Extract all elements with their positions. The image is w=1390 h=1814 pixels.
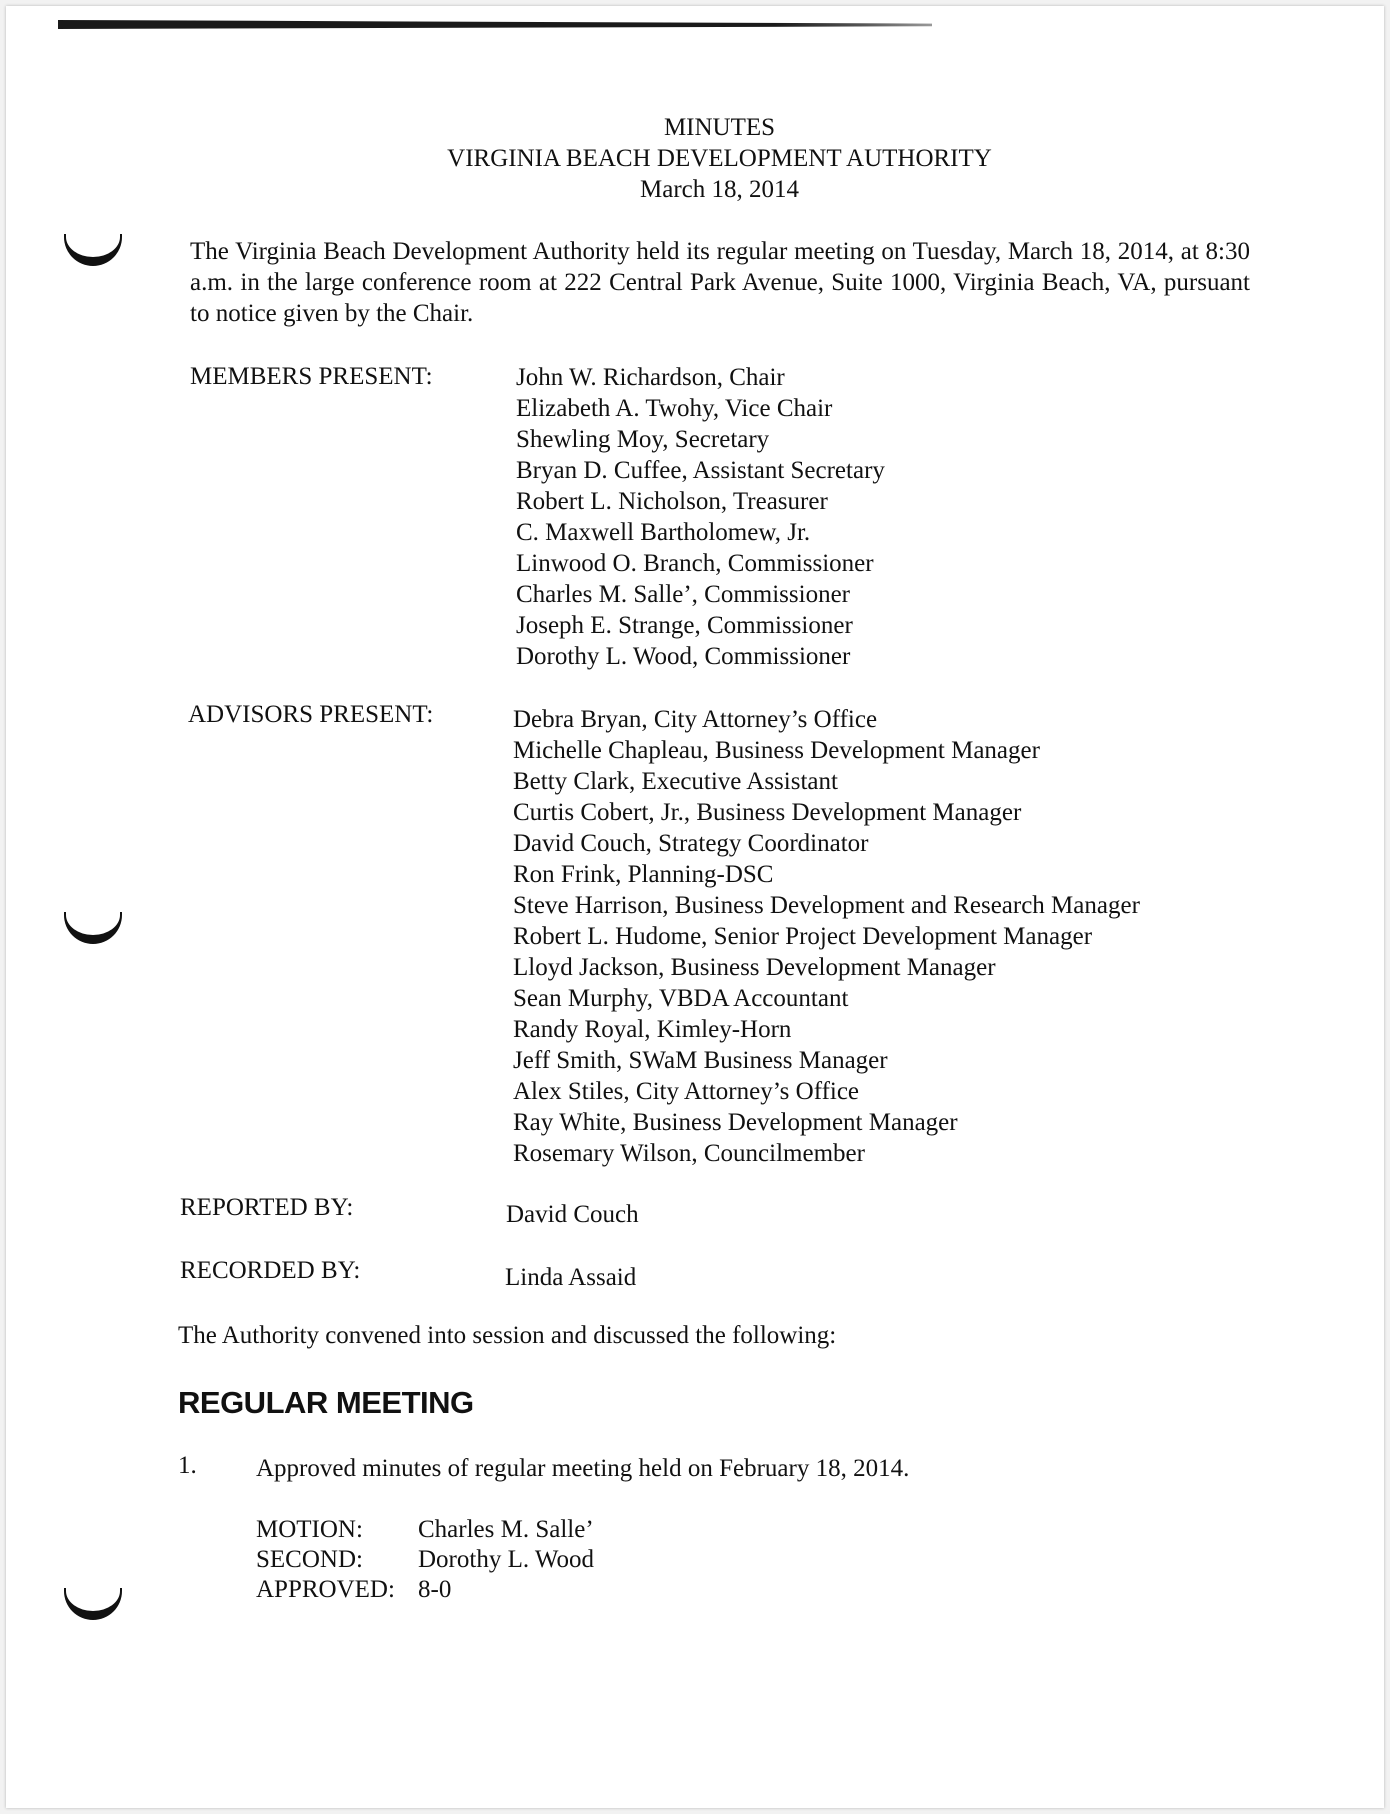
approved-row [256,1575,594,1605]
recorded-by-value: Linda Assaid [505,1264,637,1291]
list-item: Ron Frink, Planning-DSC [513,861,774,888]
motion-label: MOTION: [256,1516,363,1543]
list-item: Jeff Smith, SWaM Business Manager [513,1047,888,1074]
scan-top-rule [58,20,932,29]
item-number: 1. [178,1452,197,1479]
list-item: Michelle Chapleau, Business Development Manager [513,737,1040,764]
reported-by-label: REPORTED BY: [180,1194,354,1221]
document-page [6,6,1384,1808]
reported-by-value: David Couch [506,1201,639,1228]
list-item: Betty Clark, Executive Assistant [513,768,838,795]
approved-label: APPROVED: [256,1576,395,1603]
advisors-list [513,704,1140,1169]
hole-punch-mark [64,1588,122,1620]
document-header [6,112,1390,205]
list-item: Bryan D. Cuffee, Assistant Secretary [516,457,885,484]
motion-row [256,1515,594,1545]
list-item: John W. Richardson, Chair [516,364,785,391]
list-item: Curtis Cobert, Jr., Business Development Manager [513,799,1022,826]
second-label: SECOND: [256,1546,363,1573]
members-label: MEMBERS PRESENT: [190,363,433,390]
list-item: Randy Royal, Kimley-Horn [513,1016,792,1043]
motion-value: Charles M. Salle’ [418,1516,594,1543]
section-title: REGULAR MEETING [178,1385,474,1420]
second-value: Dorothy L. Wood [418,1546,594,1573]
list-item: Rosemary Wilson, Councilmember [513,1140,865,1167]
list-item: Joseph E. Strange, Commissioner [516,612,853,639]
hole-punch-mark [64,234,122,266]
intro-paragraph: The Virginia Beach Development Authority held its regular meeting on Tuesday, March 18, 2014, at 8:30 a.m. in the large conference room at 222 Central Park Avenue, Suite 1000, Virginia Beach, VA, pursuant to notice given by the Chair. [190,238,1250,327]
recorded-by-label: RECORDED BY: [180,1257,361,1284]
list-item: Ray White, Business Development Manager [513,1109,958,1136]
list-item: C. Maxwell Bartholomew, Jr. [516,519,811,546]
list-item: Sean Murphy, VBDA Accountant [513,985,849,1012]
header-title: MINUTES [663,114,776,141]
motion-table [256,1515,594,1605]
list-item: Elizabeth A. Twohy, Vice Chair [516,395,833,422]
list-item: Robert L. Nicholson, Treasurer [516,488,828,515]
list-item: Linwood O. Branch, Commissioner [516,550,874,577]
list-item: Lloyd Jackson, Business Development Manager [513,954,996,981]
convened-text: The Authority convened into session and discussed the following: [178,1322,837,1349]
header-organization: VIRGINIA BEACH DEVELOPMENT AUTHORITY [447,145,992,172]
list-item: Debra Bryan, City Attorney’s Office [513,706,878,733]
list-item: Alex Stiles, City Attorney’s Office [513,1078,860,1105]
members-list [516,362,885,672]
list-item: David Couch, Strategy Coordinator [513,830,869,857]
list-item: Dorothy L. Wood, Commissioner [516,643,851,670]
advisors-label: ADVISORS PRESENT: [188,701,434,728]
item-text: Approved minutes of regular meeting held on February 18, 2014. [256,1455,910,1482]
list-item: Charles M. Salle’, Commissioner [516,581,850,608]
second-row [256,1545,594,1575]
header-date: March 18, 2014 [640,176,799,203]
approved-value: 8-0 [418,1576,452,1603]
list-item: Robert L. Hudome, Senior Project Development Manager [513,923,1093,950]
list-item: Steve Harrison, Business Development and Research Manager [513,892,1140,919]
list-item: Shewling Moy, Secretary [516,426,770,453]
hole-punch-mark [64,912,122,944]
